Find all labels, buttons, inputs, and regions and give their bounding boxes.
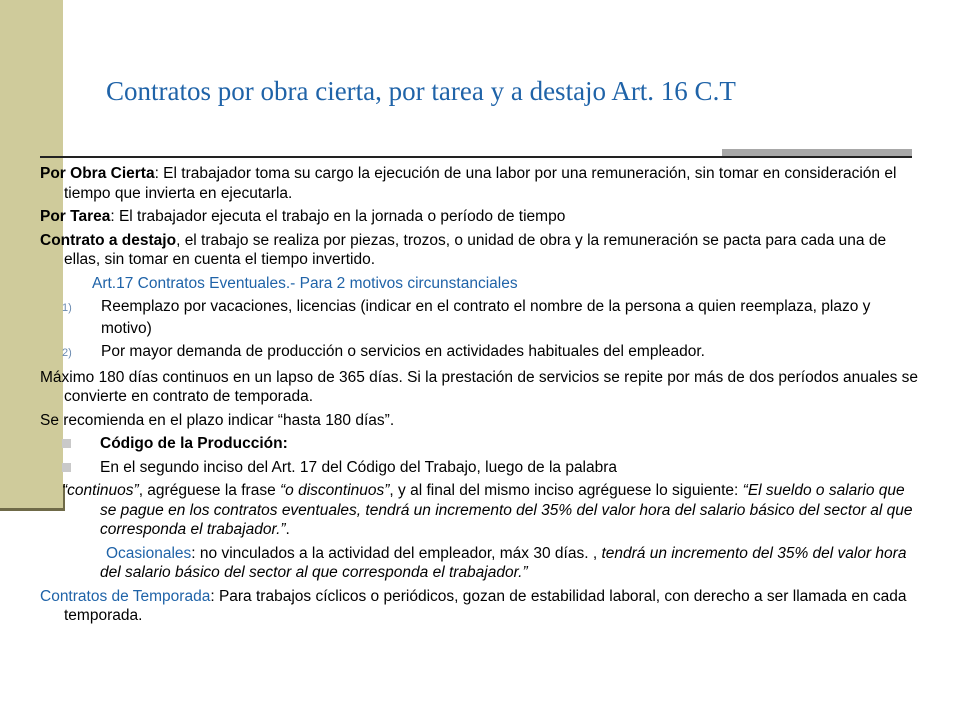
list-number: 2) <box>62 347 72 359</box>
temporada-text: : Para trabajos cíclicos o periódicos, gozan de estabilidad laboral, con derecho a ser llamada en cada temporada. <box>64 587 907 624</box>
list-number: 1) <box>62 302 72 314</box>
list-item-text: Reemplazo por vacaciones, licencias (indicar en el contrato el nombre de la persona a quien reemplaza, plazo y motivo) <box>101 298 871 337</box>
list-item-text: Por mayor demanda de producción o servicios en actividades habituales del empleador. <box>101 343 705 360</box>
sueldo-quote: “El sueldo o salario que se pague en los contratos eventuales, tendrá un incremento del 35% del valor hora del salario básico del sector al que corresponda el trabajador.” <box>100 482 913 538</box>
segundo-inciso-text: En el segundo inciso del Art. 17 del Código del Trabajo, luego de la palabra <box>100 458 618 476</box>
slide-title: Contratos por obra cierta, por tarea y a destajo Art. 16 C.T <box>106 76 736 106</box>
obra-cierta-paragraph <box>40 164 920 203</box>
continuos-text-2: , y al final del mismo inciso agréguese lo siguiente: <box>389 482 743 499</box>
square-bullet-icon <box>62 439 71 448</box>
temporada-label: Contratos de Temporada <box>40 587 211 605</box>
list-item <box>40 342 920 364</box>
maximo-paragraph: Máximo 180 días continuos en un lapso de 365 días. Si la prestación de servicios se repite por más de dos períodos anuales se convierte en contrato de temporada. <box>40 368 918 405</box>
art17-heading: Art.17 Contratos Eventuales.- Para 2 motivos circunstanciales <box>92 274 518 292</box>
continuos-quote: “continuos” <box>62 482 139 499</box>
ocasionales-paragraph <box>40 544 920 583</box>
destajo-text: , el trabajo se realiza por piezas, trozos, o unidad de obra y la remuneración se pacta para cada una de ellas, sin tomar en cuenta el tiempo invertido. <box>64 231 887 268</box>
ocasionales-label: Ocasionales <box>106 544 192 562</box>
continuos-paragraph <box>40 481 920 540</box>
slide-content <box>40 164 920 630</box>
destajo-paragraph <box>40 231 920 270</box>
codigo-bullet <box>40 434 920 454</box>
ocasionales-text: : no vinculados a la actividad del empleador, máx 30 días. , <box>191 544 602 562</box>
tarea-label: Por Tarea <box>40 208 111 225</box>
destajo-label: Contrato a destajo <box>40 231 177 249</box>
continuos-text-1: , agréguese la frase <box>138 482 280 499</box>
obra-cierta-label: Por Obra Cierta <box>40 165 155 182</box>
discontinuos-quote: “o discontinuos” <box>280 482 390 499</box>
obra-cierta-text: : El trabajador toma su cargo la ejecución de una labor por una remuneración, sin tomar en consideración el tiempo que invierta en ejecutarla. <box>64 165 897 202</box>
continuos-text-3: . <box>285 521 290 538</box>
codigo-text: Código de la Producción: <box>100 435 288 452</box>
recomienda-paragraph: Se recomienda en el plazo indicar “hasta 180 días”. <box>40 411 395 429</box>
square-bullet-icon <box>62 463 71 472</box>
ocasionales-italic: tendrá un incremento del 35% del valor hora del salario básico del sector al que corresponda el trabajador.” <box>100 544 907 581</box>
temporada-paragraph <box>40 587 920 626</box>
tarea-paragraph <box>40 207 920 227</box>
tarea-text: : El trabajador ejecuta el trabajo en la jornada o período de tiempo <box>110 208 566 225</box>
list-item <box>40 297 920 338</box>
title-rule <box>40 156 912 158</box>
segundo-inciso-bullet <box>40 458 920 478</box>
